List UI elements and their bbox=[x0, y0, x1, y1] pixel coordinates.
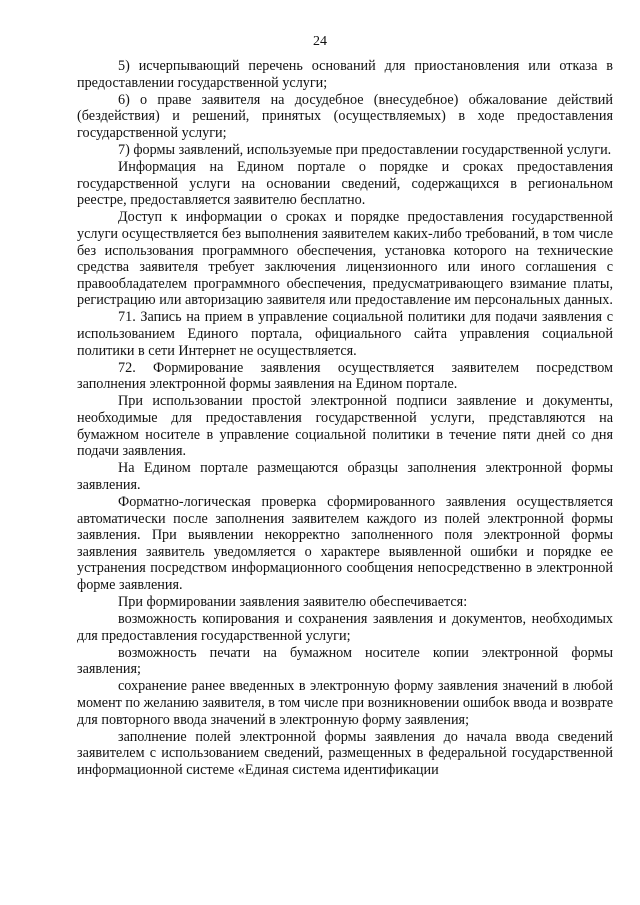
document-body bbox=[77, 58, 613, 779]
paragraph: На Едином портале размещаются образцы заполнения электронной формы заявления. bbox=[77, 460, 613, 493]
paragraph: При формировании заявления заявителю обеспечивается: bbox=[118, 594, 468, 610]
paragraph: заполнение полей электронной формы заявления до начала ввода сведений заявителем с использованием сведений, размещенных в федеральной государственной информационной системе «Единая система идентификации bbox=[77, 728, 613, 778]
paragraph: При использовании простой электронной подписи заявление и документы, необходимые для предоставления государственной услуги, представляются на бумажном носителе в управление социальной политики в течение пяти дней со дня подачи заявления. bbox=[77, 393, 613, 460]
paragraph: 72. Формирование заявления осуществляется заявителем посредством заполнения электронной формы заявления на Едином портале. bbox=[77, 359, 613, 393]
paragraph: возможность печати на бумажном носителе копии электронной формы заявления; bbox=[77, 644, 613, 678]
paragraph: 7) формы заявлений, используемые при предоставлении государственной услуги. bbox=[118, 141, 612, 158]
paragraph: возможность копирования и сохранения заявления и документов, необходимых для предоставления государственной услуги; bbox=[77, 611, 613, 644]
paragraph: Форматно-логическая проверка сформированного заявления осуществляется автоматически после заполнения заявителем каждого из полей электронной формы заявления. При выявлении некорректно заполненного поля электронной формы заявления заявитель уведомляется о характере выявленной ошибки и порядке ее устранения посредством информационного сообщения непосредственно в электронной форме заявления. bbox=[77, 493, 613, 593]
paragraph: сохранение ранее введенных в электронную форму заявления значений в любой момент по желанию заявителя, в том числе при возникновении ошибок ввода и возврате для повторного ввода значений в электронную форму заявления; bbox=[77, 678, 613, 728]
paragraph: Информация на Едином портале о порядке и сроках предоставления государственной услуги на основании сведений, содержащихся в региональном реестре, предоставляется заявителю бесплатно. bbox=[77, 159, 613, 209]
paragraph: 71. Запись на прием в управление социальной политики для подачи заявления с использованием Единого портала, официального сайта управления социальной политики в сети Интернет не осуществляется. bbox=[77, 309, 613, 359]
paragraph: 5) исчерпывающий перечень оснований для приостановления или отказа в предоставлении государственной услуги; bbox=[77, 58, 613, 91]
paragraph: Доступ к информации о сроках и порядке предоставления государственной услуги осуществляется без выполнения заявителем каких-либо требований, в том числе без использования программного обеспечения, установка которого на технические средства заявителя требует заключения лицензионного или иного соглашения с правообладателем программного обеспечения, предусматривающего взимание платы, регистрацию или авторизацию заявителя или предоставление им персональных данных. bbox=[77, 209, 613, 309]
page-number: 24 bbox=[313, 34, 327, 49]
paragraph: 6) о праве заявителя на досудебное (внесудебное) обжалование действий (бездействия) и решений, принятых (осуществляемых) в ходе предоставления государственной услуги; bbox=[77, 91, 613, 141]
